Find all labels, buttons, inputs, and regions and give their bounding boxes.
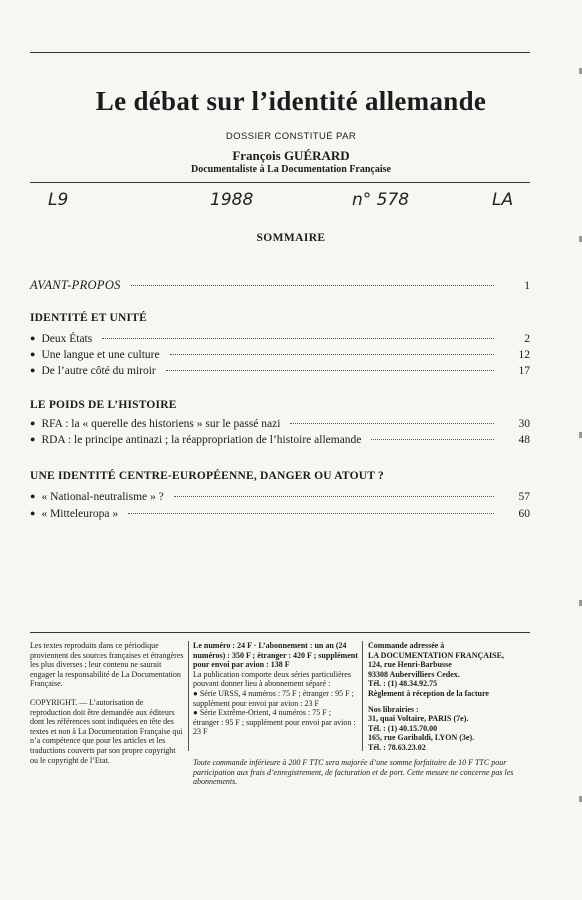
toc-section-title: IDENTITÉ ET UNITÉ	[30, 312, 147, 324]
handwritten-note: LA	[492, 190, 514, 210]
handwritten-note: n° 578	[352, 190, 410, 210]
footer-column-legal	[30, 641, 185, 774]
column-divider	[362, 641, 363, 751]
toc-leader-dots	[371, 439, 494, 440]
footer-column-orders	[368, 641, 538, 753]
mid-rule	[30, 182, 530, 183]
toc-leader-dots	[290, 423, 494, 424]
toc-section-title: LE POIDS DE L’HISTOIRE	[30, 399, 177, 411]
toc-entry-label: De l’autre côté du miroir	[41, 365, 156, 377]
top-rule	[30, 52, 530, 53]
footer-rule	[30, 632, 530, 633]
order-line: Commande adressée à	[368, 641, 445, 650]
toc-page-number: 17	[518, 365, 530, 377]
page-title: Le débat sur l’identité allemande	[95, 86, 487, 116]
toc-entry-label: RFA : la « querelle des historiens » sur le passé nazi	[41, 418, 281, 430]
bullet-icon: ●	[30, 349, 36, 359]
bullet-icon: ●	[30, 434, 36, 444]
toc-leader-dots	[170, 354, 494, 355]
handwritten-note: L9	[48, 190, 69, 210]
bullet-icon: ●	[30, 365, 36, 375]
toc-page-number: 60	[518, 508, 530, 520]
order-line: 93308 Aubervilliers Cedex.	[368, 669, 460, 679]
toc-entry-label: « National-neutralisme » ?	[41, 491, 164, 503]
toc-entry-label: RDA : le principe antinazi ; la réappropriation de l’histoire allemande	[41, 434, 362, 446]
shop-line: Tél. : 78.63.23.02	[368, 742, 426, 752]
toc-heading: SOMMAIRE	[256, 232, 326, 244]
toc-entry-label: AVANT-PROPOS	[30, 278, 121, 292]
toc-entry[interactable]	[30, 333, 530, 345]
toc-entry-label: Deux États	[41, 333, 93, 345]
pricing-text: Le numéro : 24 F · L’abonnement : un an (24 numéros) : 350 F ; étranger : 420 F ; supplément pour envoi par avion : 138 F	[193, 641, 358, 670]
toc-entry[interactable]	[30, 434, 530, 446]
series-urss: ● Série URSS, 4 numéros : 75 F ; étranger : 95 F ; supplément pour envoi par avion : 23 F	[193, 688, 354, 708]
toc-entry[interactable]	[30, 418, 530, 430]
toc-leader-dots	[166, 370, 494, 371]
toc-entry[interactable]	[30, 349, 530, 361]
toc-section-title: UNE IDENTITÉ CENTRE-EUROPÉENNE, DANGER OU ATOUT ?	[30, 470, 384, 482]
toc-leader-dots	[102, 338, 494, 339]
toc-leader-dots	[128, 513, 494, 514]
column-divider	[188, 641, 189, 751]
author-name: François GUÉRARD	[232, 148, 350, 163]
bullet-icon: ●	[30, 508, 36, 518]
toc-entry-avant-propos[interactable]	[30, 278, 530, 293]
shop-line: Tél. : (1) 40.15.70.00	[368, 723, 438, 733]
copyright-text: COPYRIGHT. — L’autorisation de reproduction doit être demandée aux éditeurs dont les références sont indiquées en tête des textes et non à La Documentation Française qui n’a compétence que pour les articles et les traductions couverts par son propre copyright ou le copyright de l’Etat.	[30, 697, 183, 765]
shop-line: 31, quai Voltaire, PARIS (7e).	[368, 714, 469, 724]
order-line: Règlement à réception de la facture	[368, 688, 489, 698]
dossier-label: DOSSIER CONSTITUÉ PAR	[225, 131, 357, 142]
order-note: Toute commande inférieure à 200 F TTC sera majorée d’une somme forfaitaire de 10 F TTC pour participation aux frais d’enregistrement, de facturation et de port. Cette mesure ne concerne pas les abonnements.	[193, 758, 514, 787]
toc-page-number: 1	[524, 280, 530, 292]
shop-line: 165, rue Garibaldi, LYON (3e).	[368, 733, 475, 743]
toc-page-number: 30	[518, 418, 530, 430]
toc-leader-dots	[174, 496, 494, 497]
order-line: 124, rue Henri-Barbusse	[368, 660, 452, 670]
toc-entry[interactable]	[30, 508, 530, 520]
toc-leader-dots	[131, 285, 494, 286]
toc-entry[interactable]	[30, 365, 530, 377]
toc-entry[interactable]	[30, 491, 530, 503]
order-line: LA DOCUMENTATION FRANÇAISE,	[368, 650, 504, 660]
legal-text: Les textes reproduits dans ce périodique proviennent des sources françaises et étrangères les plus diverses ; leur contenu ne saurait engager la responsabilité de La Documentation Française.	[30, 641, 184, 689]
footer-column-pricing	[193, 641, 358, 737]
shop-line: Nos librairies :	[368, 704, 419, 714]
bullet-icon: ●	[30, 333, 36, 343]
toc-page-number: 2	[524, 333, 530, 345]
series-extreme-orient: ● Série Extrême-Orient, 4 numéros : 75 F ; étranger : 95 F ; supplément pour envoi par avion : 23 F	[193, 708, 356, 737]
bullet-icon: ●	[30, 418, 36, 428]
toc-page-number: 12	[518, 349, 530, 361]
bullet-icon: ●	[30, 491, 36, 501]
handwritten-note: 1988	[210, 190, 254, 210]
series-intro: La publication comporte deux séries particulières pouvant donner lieu à abonnement séparé :	[193, 669, 351, 689]
toc-page-number: 57	[518, 491, 530, 503]
author-role: Documentaliste à La Documentation Française	[191, 164, 391, 175]
toc-entry-label: « Mitteleuropa »	[41, 508, 119, 520]
toc-entry-label: Une langue et une culture	[41, 349, 160, 361]
order-line: Tél. : (1) 48.34.92.75	[368, 679, 438, 689]
toc-page-number: 48	[518, 434, 530, 446]
